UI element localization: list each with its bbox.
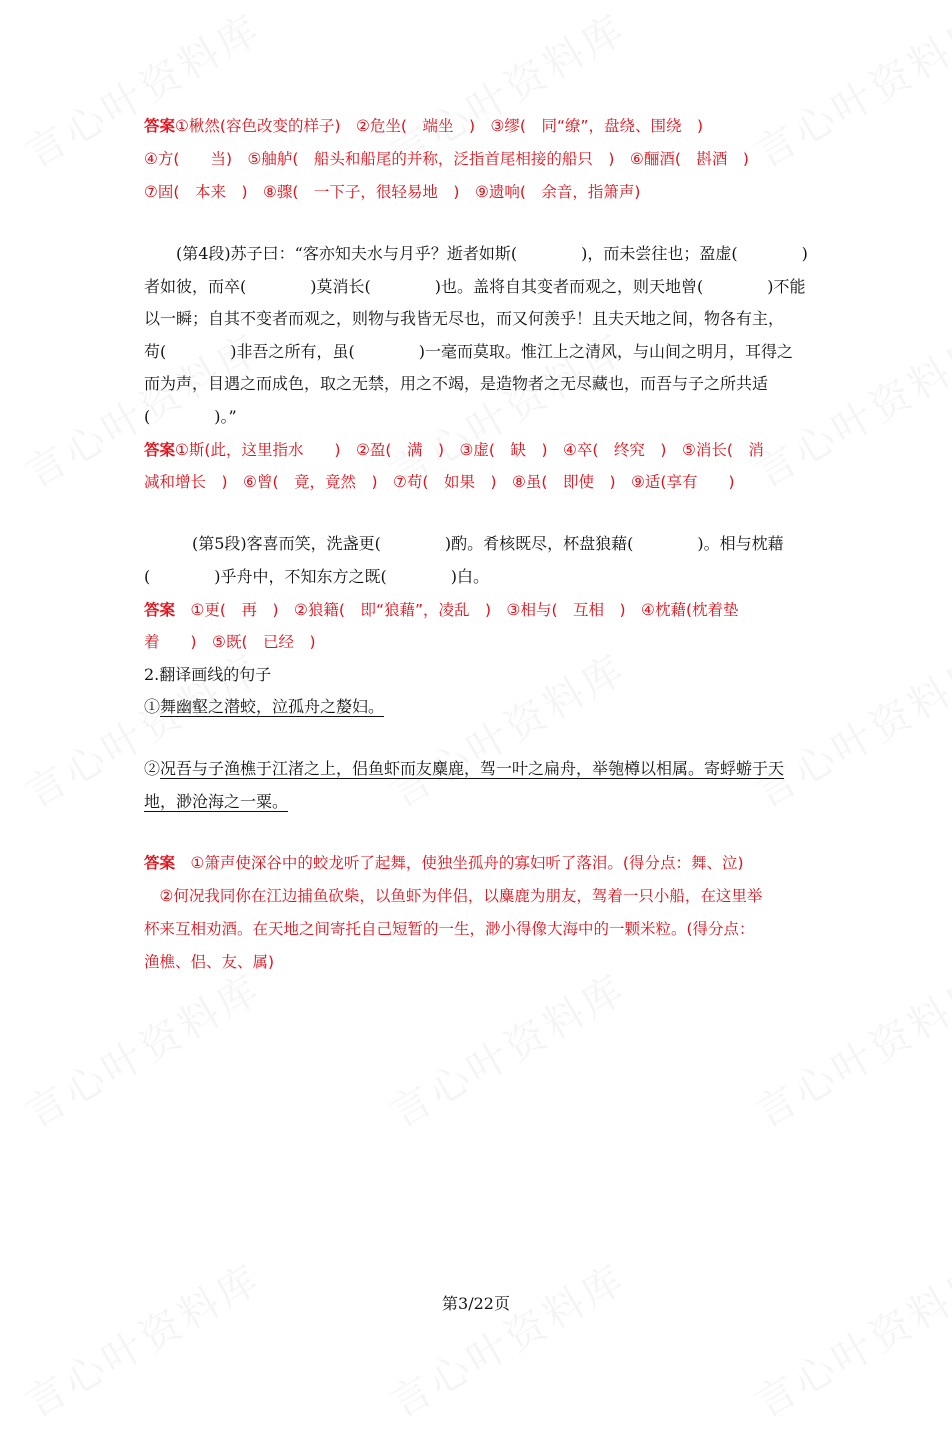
underlined-sentence: 舞幽壑之潜蛟，泣孤舟之嫠妇。 (160, 697, 385, 716)
text-line (144, 566, 814, 588)
answer-line (144, 439, 814, 461)
watermark-text (378, 958, 635, 1139)
answer-label: 答案 (144, 117, 176, 135)
line-text: ( )乎舟中，不知东方之既( )白。 (144, 567, 489, 586)
line-text: 杯来互相劝酒。在天地之间寄托自己短暂的一生，渺小得像大海中的一颗米粒。(得分点： (144, 920, 755, 938)
line-text: 渔樵、侣、友、属) (144, 953, 275, 971)
answer-line (144, 115, 814, 137)
page-number: 第3/22页 (442, 1294, 510, 1313)
text-line (144, 533, 814, 555)
watermark-text (743, 958, 952, 1139)
answer-label: 答案 (144, 441, 176, 459)
answer-line (144, 181, 814, 203)
text-line (144, 243, 814, 265)
line-text: ①斯(此，这里指水 ) ②盈( 满 ) ③虚( 缺 ) ④卒( 终究 ) ⑤消长( 消 (175, 441, 764, 459)
answer-line (144, 631, 814, 653)
line-text: ( )。” (144, 407, 237, 426)
text-line (144, 373, 814, 395)
line-text: ①箫声使深谷中的蛟龙听了起舞，使独坐孤舟的寡妇听了落泪。(得分点：舞、泣) (175, 854, 744, 872)
text-line (144, 696, 814, 718)
answer-line (144, 148, 814, 170)
watermark-text (13, 958, 270, 1139)
line-text: (第4段)苏子曰：“客亦知夫水与月乎？逝者如斯( )，而未尝往也；盈虚( ) (144, 244, 808, 263)
text-line (144, 758, 814, 780)
text-line (144, 791, 814, 813)
underlined-sentence: 况吾与子渔樵于江渚之上，侣鱼虾而友麋鹿，驾一叶之扁舟，举匏樽以相属。寄蜉蝣于天 (160, 759, 785, 778)
line-text: ①更( 再 ) ②狼籍( 即“狼藉”，凌乱 ) ③相与( 互相 ) ④枕藉(枕着垫 (175, 601, 739, 619)
line-text: 者如彼，而卒( )莫消长( )也。盖将自其变者而观之，则天地曾( )不能 (144, 277, 806, 296)
underlined-sentence: 地，渺沧海之一粟。 (144, 792, 289, 811)
line-text: ④方( 当) ⑤舳舻( 船头和船尾的并称，泛指首尾相接的船只 ) ⑥酾酒( 斟酒 ) (144, 150, 749, 168)
text-line (144, 341, 814, 363)
answer-line (144, 918, 814, 940)
answer-label: 答案 (144, 601, 176, 619)
answer-line (144, 471, 814, 493)
line-text: 减和增长 ) ⑥曾( 竟，竟然 ) ⑦苟( 如果 ) ⑧虽( 即使 ) ⑨适(享有 ) (144, 473, 735, 491)
answer-line (144, 599, 814, 621)
line-text: 苟( )非吾之所有，虽( )一毫而莫取。惟江上之清风，与山间之明月，耳得之 (144, 342, 793, 361)
item-number: ① (144, 697, 161, 716)
line-text: 2.翻译画线的句子 (144, 665, 272, 684)
line-text: 而为声，目遇之而成色，取之无禁，用之不竭，是造物者之无尽藏也，而吾与子之所共适 (144, 374, 769, 393)
answer-label: 答案 (144, 854, 176, 872)
text-line (144, 406, 814, 428)
line-text: ①楸然(容色改变的样子) ②危坐( 端坐 ) ③缪( 同“缭”，盘绕、围绕 ) (175, 117, 704, 135)
line-text: ②何况我同你在江边捕鱼砍柴，以鱼虾为伴侣，以麋鹿为朋友，驾着一只小船，在这里举 (144, 887, 763, 905)
answer-line (144, 951, 814, 973)
answer-line (144, 852, 814, 874)
watermark-text (743, 1248, 952, 1429)
line-text: 着 ) ⑤既( 已经 ) (144, 633, 316, 651)
line-text: 以一瞬；自其不变者而观之，则物与我皆无尽也，而又何羡乎！且夫天地之间，物各有主， (144, 309, 785, 328)
line-text: ⑦固( 本来 ) ⑧骤( 一下子，很轻易地 ) ⑨遗响( 余音，指箫声) (144, 183, 641, 201)
watermark-text (378, 1248, 635, 1429)
watermark-text (13, 1248, 270, 1429)
text-line (144, 664, 814, 686)
line-text: (第5段)客喜而笑，洗盏更( )酌。肴核既尽，杯盘狼藉( )。相与枕藉 (144, 534, 784, 553)
text-line (144, 308, 814, 330)
answer-line (144, 885, 814, 907)
text-line (144, 276, 814, 298)
item-number: ② (144, 759, 161, 778)
